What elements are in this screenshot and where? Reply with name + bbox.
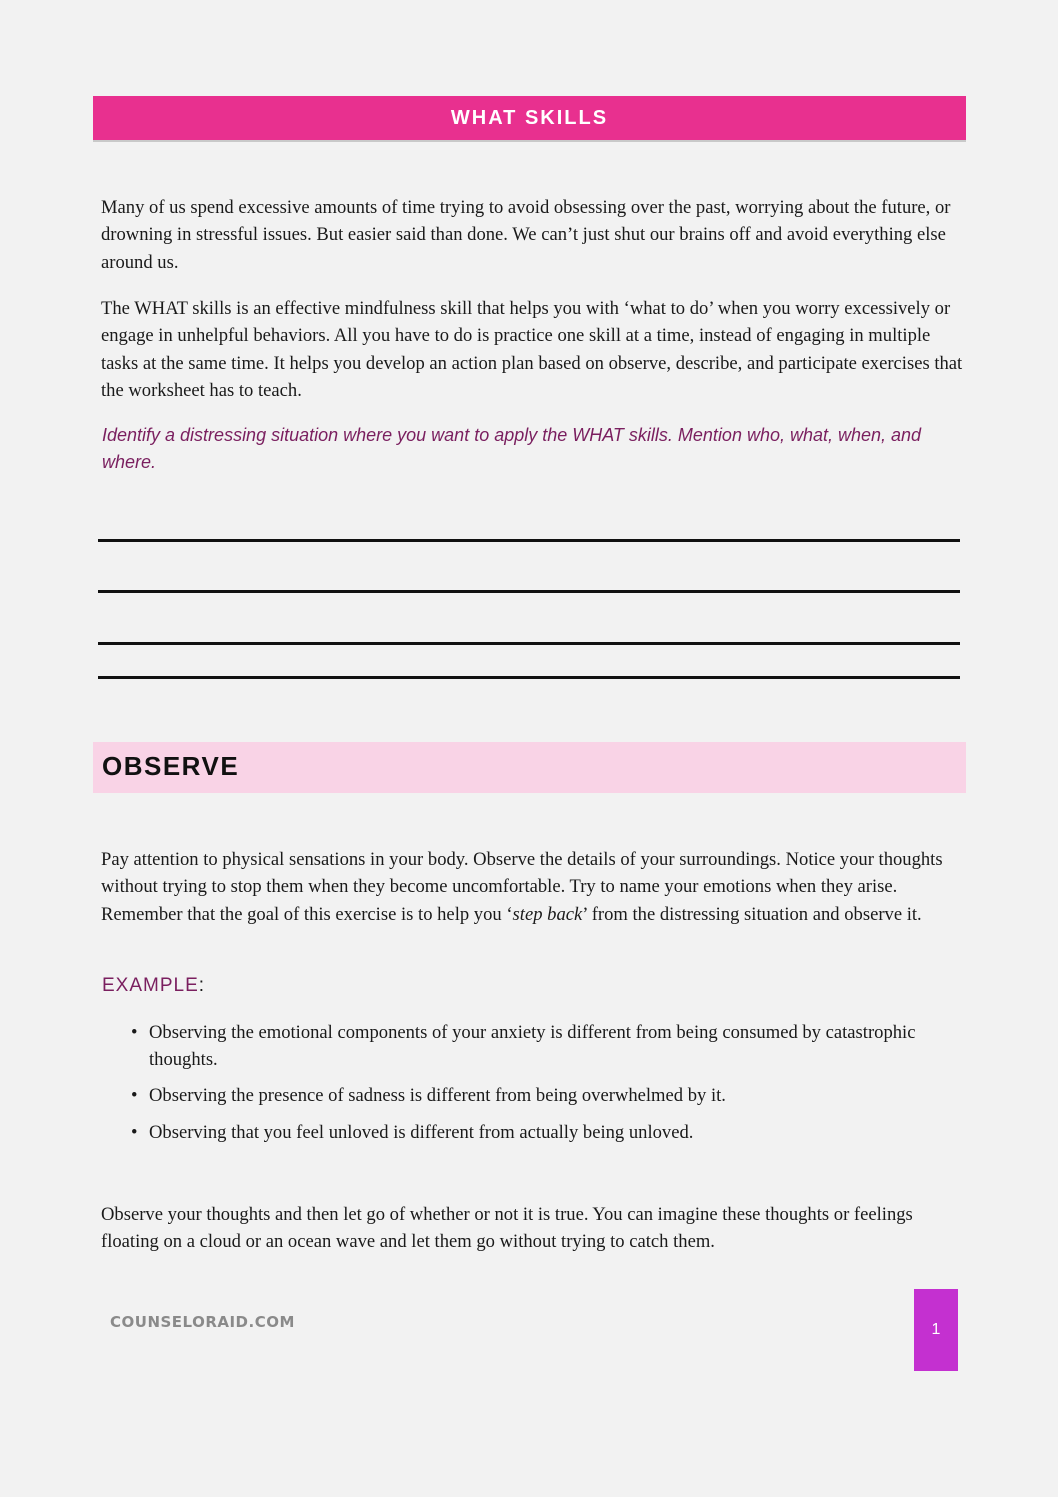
observe-closing-paragraph: Observe your thoughts and then let go of whether or not it is true. You can imagine these thoughts or feelings floating on a cloud or an ocean wave and let them go without trying to catch them. (101, 1204, 913, 1253)
observe-paragraph (101, 846, 966, 928)
list-item: • Observing the presence of sadness is different from being overwhelmed by it. (101, 1083, 961, 1110)
list-item: • Observing that you feel unloved is different from actually being unloved. (101, 1120, 961, 1147)
answer-line-4[interactable] (98, 676, 960, 679)
example-label-text: EXAMPLE (102, 975, 199, 996)
page-title: WHAT SKILLS (450, 106, 609, 129)
example-label (102, 975, 204, 997)
answer-line-1[interactable] (98, 539, 960, 542)
example-label-colon: : (198, 975, 205, 996)
example-list (101, 1020, 961, 1156)
observe-paragraph-emphasis: step back (512, 903, 583, 925)
intro-paragraph-1: Many of us spend excessive amounts of time trying to avoid obsessing over the past, worrying about the future, or drowning in stressful issues. But easier said than done. We can’t just shut our brains off and avoid everything else around us. (101, 197, 951, 273)
observe-heading: OBSERVE (102, 751, 240, 781)
footer-brand: COUNSELORAID.COM (110, 1313, 295, 1331)
page-number: 1 (931, 1321, 941, 1338)
answer-line-2[interactable] (98, 590, 960, 593)
observe-paragraph-end: ’ from the distressing situation and observe it. (582, 903, 922, 925)
writing-prompt: Identify a distressing situation where you want to apply the WHAT skills. Mention who, what, when, and where. (102, 425, 922, 472)
intro-paragraph-2: The WHAT skills is an effective mindfulness skill that helps you with ‘what to do’ when you worry excessively or engage in unhelpful behaviors. All you have to do is practice one skill at a time, instead of engaging in multiple tasks at the same time. It helps you develop an action plan based on observe, describe, and participate exercises that the worksheet has to teach. (101, 298, 963, 401)
title-banner (93, 96, 966, 140)
page-number-badge (914, 1289, 958, 1371)
list-item: • Observing the emotional components of your anxiety is different from being consumed by catastrophic thoughts. (101, 1020, 961, 1073)
observe-paragraph-start: Pay attention to physical sensations in your body. Observe the details of your surroundings. Notice your thoughts without trying to stop them when they become uncomfortable. Try to name your emotions when they arise. Remember that the goal of this exercise is to help you ‘ (101, 849, 943, 925)
answer-line-3[interactable] (98, 642, 960, 645)
observe-section-banner (93, 742, 966, 793)
